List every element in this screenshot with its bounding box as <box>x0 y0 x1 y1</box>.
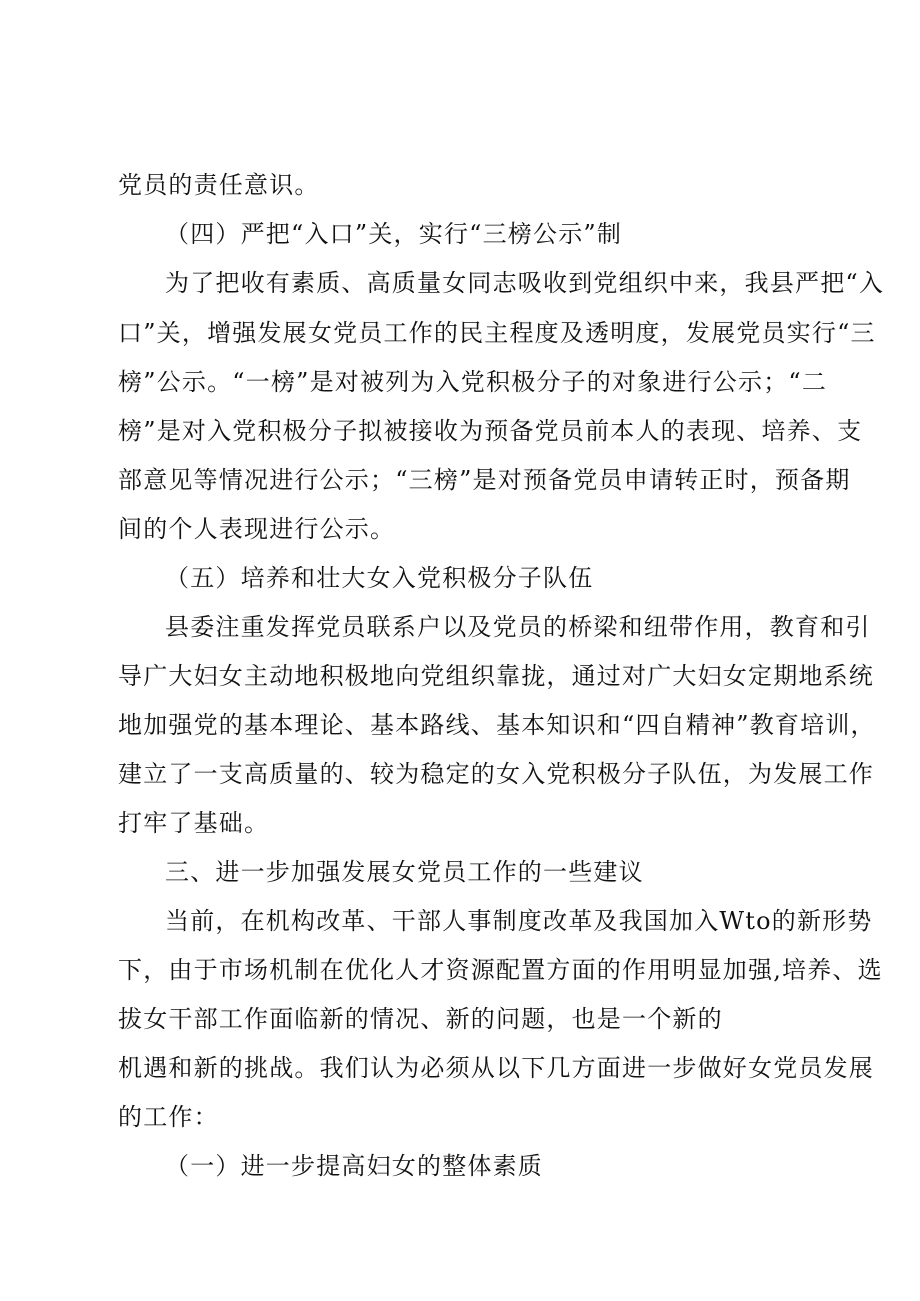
text-line: 为了把收有素质、高质量女同志吸收到党组织中来，我县严把“入 <box>165 269 885 297</box>
text-line: 导广大妇女主动地积极地向党组织靠拢，通过对广大妇女定期地系统 <box>118 662 874 690</box>
text-line: 打牢了基础。 <box>118 809 270 837</box>
text-line: 下，由于市场机制在优化人才资源配置方面的作用明显加强,培养、选 <box>118 956 883 984</box>
text-line: 县委注重发挥党员联系户以及党员的桥梁和纽带作用，教育和引 <box>165 613 871 641</box>
text-line: 党员的责任意识。 <box>118 171 320 199</box>
text-line: 榜”公示。“一榜”是对被列为入党积极分子的对象进行公示；“二 <box>118 368 828 396</box>
section-heading: 三、进一步加强发展女党员工作的一些建议 <box>165 858 644 886</box>
section-heading: （五）培养和壮大女入党积极分子队伍 <box>165 564 594 592</box>
text-line: 的工作： <box>118 1103 219 1131</box>
text-line: 拔女干部工作面临新的情况、新的问题，也是一个新的 <box>118 1005 723 1033</box>
text-line: 当前，在机构改革、干部人事制度改革及我国加入Wto的新形势 <box>165 907 873 935</box>
text-line: 部意见等情况进行公示；“三榜”是对预备党员申请转正时，预备期 <box>118 466 851 494</box>
text-line: 间的个人表现进行公示。 <box>118 515 396 543</box>
text-line: 口”关，增强发展女党员工作的民主程度及透明度，发展党员实行“三 <box>118 319 876 347</box>
text-line: 地加强党的基本理论、基本路线、基本知识和“四自精神”教育培训， <box>118 711 876 739</box>
text-line: 建立了一支高质量的、较为稳定的女入党积极分子队伍，为发展工作 <box>118 760 874 788</box>
text-line: 榜”是对入党积极分子拟被接收为预备党员前本人的表现、培养、支 <box>118 417 863 445</box>
section-heading: （一）进一步提高妇女的整体素质 <box>165 1152 543 1180</box>
section-heading: （四）严把“入口”关，实行“三榜公示”制 <box>165 220 623 248</box>
text-line: 机遇和新的挑战。我们认为必须从以下几方面进一步做好女党员发展 <box>118 1054 874 1082</box>
